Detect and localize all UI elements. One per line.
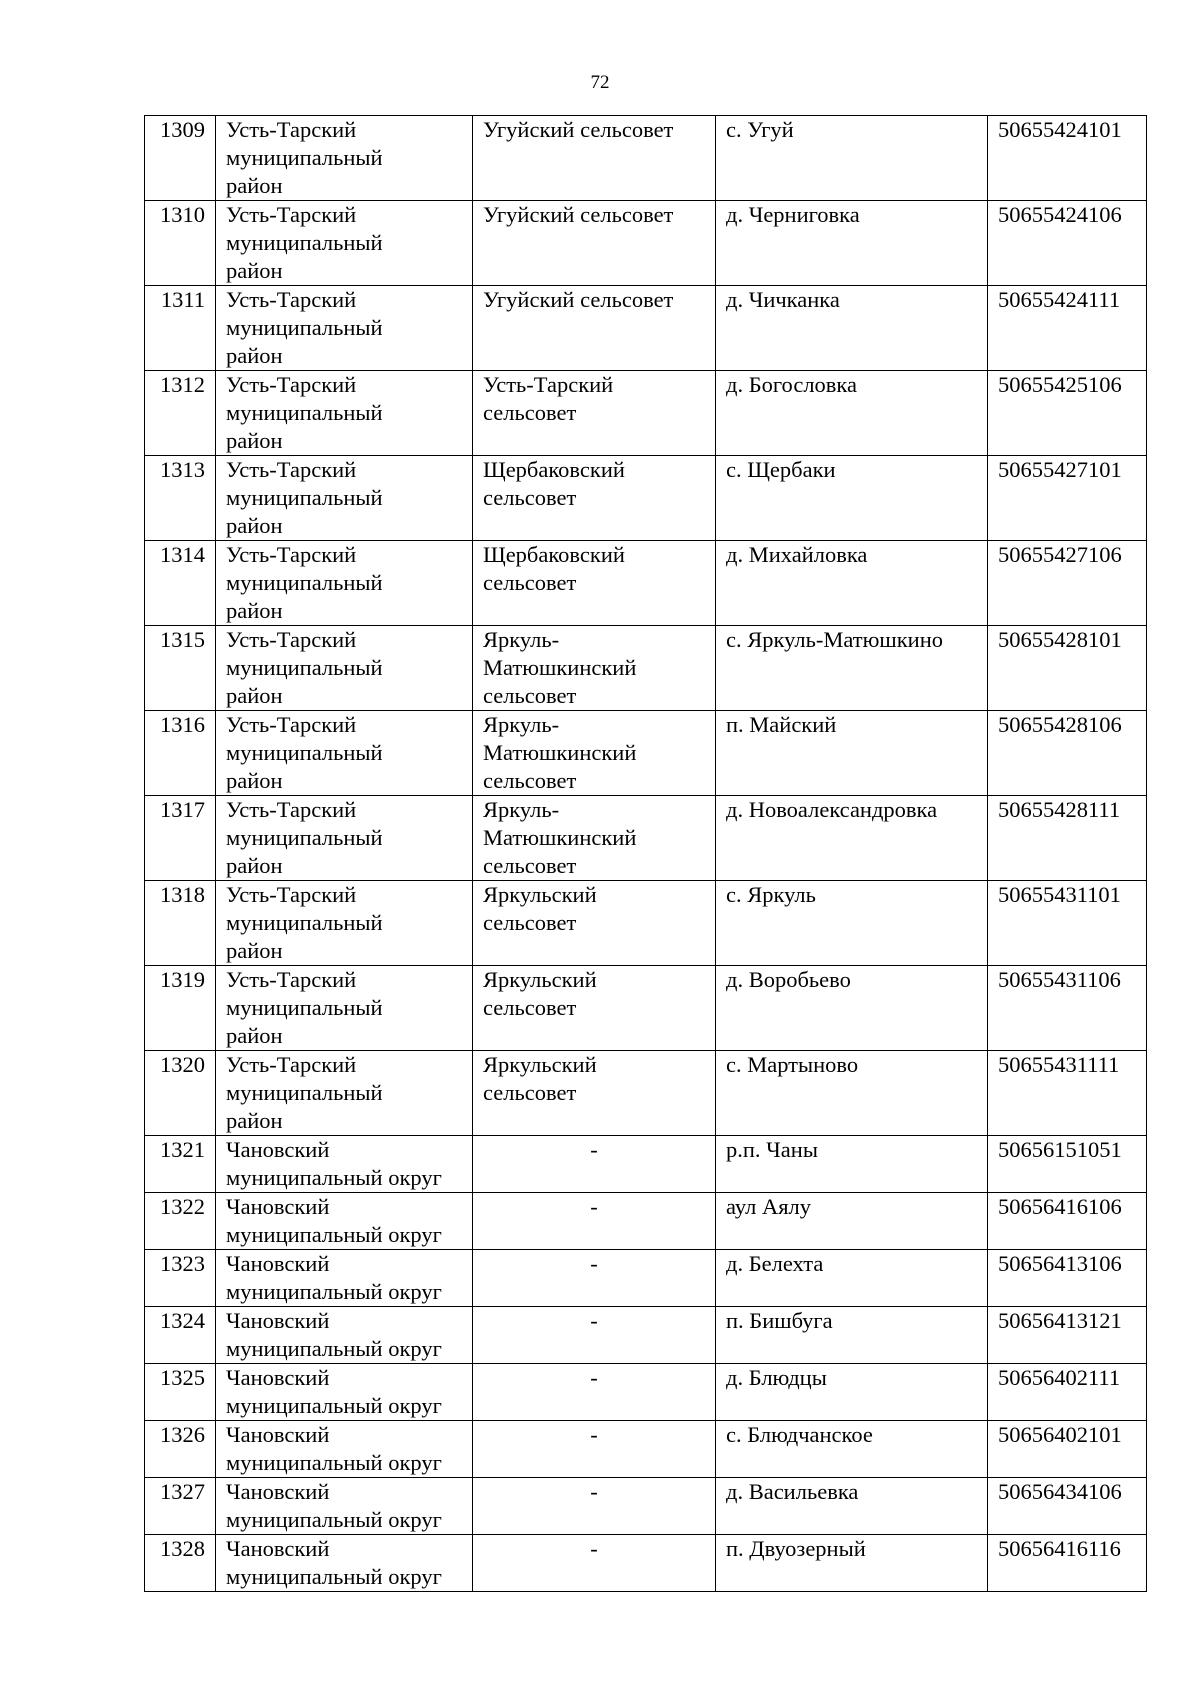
oktmo-code-cell: 50656416116 xyxy=(988,1535,1147,1592)
table-row xyxy=(145,1364,1147,1421)
settlement-cell: д. Богословка xyxy=(716,371,988,456)
settlement-cell: п. Майский xyxy=(716,711,988,796)
district-cell: Усть-Тарский муниципальный район xyxy=(216,881,473,966)
oktmo-code-cell: 50655425106 xyxy=(988,371,1147,456)
council-cell: - xyxy=(473,1136,716,1193)
row-number-cell: 1310 xyxy=(145,201,216,286)
oktmo-code-cell: 50655431101 xyxy=(988,881,1147,966)
table-row xyxy=(145,116,1147,201)
council-cell: Яркульский сельсовет xyxy=(473,881,716,966)
settlement-cell: д. Новоалександровка xyxy=(716,796,988,881)
row-number-cell: 1328 xyxy=(145,1535,216,1592)
table-row xyxy=(145,1307,1147,1364)
district-cell: Чановский муниципальный округ xyxy=(216,1364,473,1421)
row-number-cell: 1318 xyxy=(145,881,216,966)
district-cell: Усть-Тарский муниципальный район xyxy=(216,626,473,711)
council-cell: - xyxy=(473,1364,716,1421)
row-number-cell: 1324 xyxy=(145,1307,216,1364)
council-cell: Яркульский сельсовет xyxy=(473,1051,716,1136)
settlement-cell: д. Воробьево xyxy=(716,966,988,1051)
district-cell: Чановский муниципальный округ xyxy=(216,1193,473,1250)
settlement-cell: д. Михайловка xyxy=(716,541,988,626)
table-body xyxy=(145,116,1147,1592)
oktmo-code-cell: 50655424111 xyxy=(988,286,1147,371)
table-row xyxy=(145,1051,1147,1136)
district-cell: Усть-Тарский муниципальный район xyxy=(216,116,473,201)
settlement-cell: д. Белехта xyxy=(716,1250,988,1307)
council-cell: Угуйский сельсовет xyxy=(473,116,716,201)
oktmo-code-cell: 50655428111 xyxy=(988,796,1147,881)
council-cell: Яркуль- Матюшкинский сельсовет xyxy=(473,796,716,881)
settlement-cell: с. Мартыново xyxy=(716,1051,988,1136)
district-cell: Усть-Тарский муниципальный район xyxy=(216,541,473,626)
council-cell: - xyxy=(473,1250,716,1307)
district-cell: Усть-Тарский муниципальный район xyxy=(216,966,473,1051)
oktmo-code-cell: 50656402101 xyxy=(988,1421,1147,1478)
district-cell: Усть-Тарский муниципальный район xyxy=(216,201,473,286)
oktmo-code-cell: 50655424106 xyxy=(988,201,1147,286)
settlement-cell: п. Бишбуга xyxy=(716,1307,988,1364)
table-row xyxy=(145,1421,1147,1478)
council-cell: Яркуль- Матюшкинский сельсовет xyxy=(473,711,716,796)
row-number-cell: 1309 xyxy=(145,116,216,201)
table-row xyxy=(145,626,1147,711)
row-number-cell: 1311 xyxy=(145,286,216,371)
oktmo-code-cell: 50655428106 xyxy=(988,711,1147,796)
oktmo-code-cell: 50655431111 xyxy=(988,1051,1147,1136)
council-cell: Яркуль- Матюшкинский сельсовет xyxy=(473,626,716,711)
row-number-cell: 1313 xyxy=(145,456,216,541)
settlement-cell: р.п. Чаны xyxy=(716,1136,988,1193)
council-cell: Яркульский сельсовет xyxy=(473,966,716,1051)
district-cell: Усть-Тарский муниципальный район xyxy=(216,371,473,456)
council-cell: Угуйский сельсовет xyxy=(473,286,716,371)
district-cell: Усть-Тарский муниципальный район xyxy=(216,711,473,796)
oktmo-code-cell: 50656434106 xyxy=(988,1478,1147,1535)
district-cell: Усть-Тарский муниципальный район xyxy=(216,1051,473,1136)
settlements-table xyxy=(144,115,1147,1592)
settlement-cell: п. Двуозерный xyxy=(716,1535,988,1592)
council-cell: Щербаковский сельсовет xyxy=(473,541,716,626)
district-cell: Чановский муниципальный округ xyxy=(216,1307,473,1364)
table-row xyxy=(145,1535,1147,1592)
table-row xyxy=(145,456,1147,541)
settlement-cell: д. Черниговка xyxy=(716,201,988,286)
row-number-cell: 1325 xyxy=(145,1364,216,1421)
row-number-cell: 1312 xyxy=(145,371,216,456)
row-number-cell: 1319 xyxy=(145,966,216,1051)
row-number-cell: 1316 xyxy=(145,711,216,796)
council-cell: Усть-Тарский сельсовет xyxy=(473,371,716,456)
oktmo-code-cell: 50655428101 xyxy=(988,626,1147,711)
district-cell: Усть-Тарский муниципальный район xyxy=(216,456,473,541)
council-cell: - xyxy=(473,1193,716,1250)
oktmo-code-cell: 50655427106 xyxy=(988,541,1147,626)
settlement-cell: с. Угуй xyxy=(716,116,988,201)
council-cell: Угуйский сельсовет xyxy=(473,201,716,286)
row-number-cell: 1314 xyxy=(145,541,216,626)
table-row xyxy=(145,1136,1147,1193)
settlement-cell: д. Блюдцы xyxy=(716,1364,988,1421)
table-row xyxy=(145,966,1147,1051)
district-cell: Чановский муниципальный округ xyxy=(216,1136,473,1193)
settlement-cell: с. Блюдчанское xyxy=(716,1421,988,1478)
table-row xyxy=(145,1250,1147,1307)
oktmo-code-cell: 50656151051 xyxy=(988,1136,1147,1193)
oktmo-code-cell: 50655431106 xyxy=(988,966,1147,1051)
district-cell: Чановский муниципальный округ xyxy=(216,1478,473,1535)
row-number-cell: 1320 xyxy=(145,1051,216,1136)
oktmo-code-cell: 50656413106 xyxy=(988,1250,1147,1307)
table-row xyxy=(145,1478,1147,1535)
settlement-cell: с. Яркуль-Матюшкино xyxy=(716,626,988,711)
table-row xyxy=(145,286,1147,371)
page-number: 72 xyxy=(590,72,610,93)
oktmo-code-cell: 50656416106 xyxy=(988,1193,1147,1250)
row-number-cell: 1317 xyxy=(145,796,216,881)
settlement-cell: д. Чичканка xyxy=(716,286,988,371)
settlement-cell: д. Васильевка xyxy=(716,1478,988,1535)
settlement-cell: с. Щербаки xyxy=(716,456,988,541)
district-cell: Усть-Тарский муниципальный район xyxy=(216,796,473,881)
row-number-cell: 1326 xyxy=(145,1421,216,1478)
table-row xyxy=(145,1193,1147,1250)
council-cell: - xyxy=(473,1307,716,1364)
row-number-cell: 1327 xyxy=(145,1478,216,1535)
row-number-cell: 1322 xyxy=(145,1193,216,1250)
table-row xyxy=(145,711,1147,796)
council-cell: Щербаковский сельсовет xyxy=(473,456,716,541)
district-cell: Чановский муниципальный округ xyxy=(216,1421,473,1478)
oktmo-code-cell: 50656413121 xyxy=(988,1307,1147,1364)
table-row xyxy=(145,201,1147,286)
council-cell: - xyxy=(473,1421,716,1478)
settlement-cell: с. Яркуль xyxy=(716,881,988,966)
table-row xyxy=(145,371,1147,456)
oktmo-code-cell: 50656402111 xyxy=(988,1364,1147,1421)
oktmo-code-cell: 50655427101 xyxy=(988,456,1147,541)
settlement-cell: аул Аялу xyxy=(716,1193,988,1250)
council-cell: - xyxy=(473,1535,716,1592)
row-number-cell: 1323 xyxy=(145,1250,216,1307)
table-row xyxy=(145,796,1147,881)
table-row xyxy=(145,541,1147,626)
council-cell: - xyxy=(473,1478,716,1535)
row-number-cell: 1315 xyxy=(145,626,216,711)
district-cell: Чановский муниципальный округ xyxy=(216,1250,473,1307)
table-row xyxy=(145,881,1147,966)
oktmo-code-cell: 50655424101 xyxy=(988,116,1147,201)
district-cell: Усть-Тарский муниципальный район xyxy=(216,286,473,371)
district-cell: Чановский муниципальный округ xyxy=(216,1535,473,1592)
row-number-cell: 1321 xyxy=(145,1136,216,1193)
